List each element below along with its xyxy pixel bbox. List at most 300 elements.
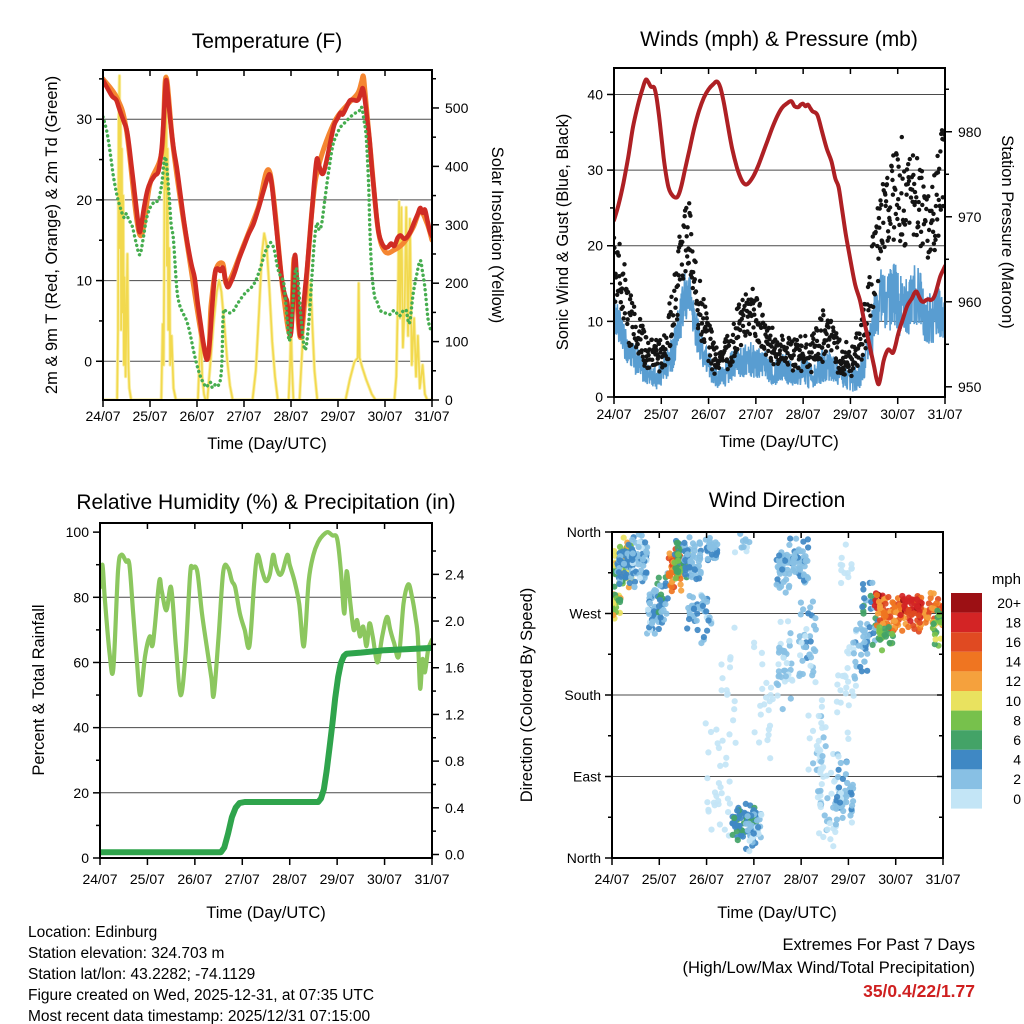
- wind-gusts-dot: [907, 179, 911, 183]
- wind-direction-dot: [782, 678, 788, 684]
- wind-gusts-dot: [826, 344, 830, 348]
- tick-label: 0.4: [445, 799, 465, 816]
- tick-label: 2: [1013, 771, 1021, 788]
- tick-label: 30: [587, 162, 603, 179]
- wind-direction-dot: [819, 697, 825, 703]
- wind-gusts-dot: [768, 334, 772, 338]
- temp-2m-red-series: [103, 80, 432, 360]
- wind-direction-dot: [640, 563, 646, 569]
- wind-gusts-dot: [885, 176, 889, 180]
- wind-direction-dot: [843, 771, 849, 777]
- wind-gusts-dot: [738, 328, 742, 332]
- wind-direction-dot: [886, 624, 892, 630]
- wind-direction-dot: [636, 544, 642, 550]
- wind-gusts-dot: [917, 208, 921, 212]
- tick-label: North: [566, 524, 601, 540]
- tick-label: 12: [1005, 673, 1021, 690]
- wind-gusts-dot: [731, 333, 735, 337]
- wind-gusts-dot: [800, 344, 804, 348]
- wind-gusts-dot: [676, 249, 680, 253]
- tick-label: 4: [1013, 751, 1021, 768]
- wind-gusts-dot: [705, 316, 709, 320]
- wind-direction-dot: [662, 601, 668, 607]
- wind-gusts-dot: [741, 324, 745, 328]
- wind-gusts-dot: [916, 224, 920, 228]
- wind-direction-dot: [708, 729, 714, 735]
- wind-direction-dot: [719, 687, 725, 693]
- wind-gusts-dot: [758, 302, 762, 306]
- tick-label: 29/07: [832, 406, 868, 422]
- wind-direction-dot: [630, 550, 636, 556]
- panel-winds-pressure: [554, 28, 1016, 451]
- wind-direction-dot: [787, 630, 793, 636]
- wind-gusts-dot: [663, 363, 667, 367]
- panel-title: Wind Direction: [708, 489, 846, 512]
- wind-direction-dot: [875, 611, 881, 617]
- wind-gusts-dot: [675, 317, 679, 321]
- plot-area-winds: [587, 68, 981, 422]
- wind-direction-dot: [901, 596, 907, 602]
- wind-gusts-dot: [933, 238, 937, 242]
- x-axis-label: Time (Day/UTC): [207, 435, 327, 453]
- wind-direction-dot: [864, 668, 870, 674]
- wind-gusts-dot: [879, 249, 883, 253]
- tick-label: 28/07: [785, 406, 821, 422]
- wind-gusts-dot: [735, 347, 739, 351]
- wind-direction-dot: [755, 824, 761, 830]
- wind-direction-dot: [852, 659, 858, 665]
- wind-direction-dot: [645, 607, 651, 613]
- wind-gusts-dot: [669, 295, 673, 299]
- y-axis-label-left: 2m & 9m T (Red, Orange) & 2m Td (Green): [43, 75, 61, 395]
- extremes-block: [682, 934, 975, 1003]
- wind-direction-dot: [819, 704, 825, 710]
- wind-gusts-dot: [866, 308, 870, 312]
- wind-gusts-dot: [784, 356, 788, 360]
- wind-gusts-dot: [907, 221, 911, 225]
- wind-direction-dot: [705, 749, 711, 755]
- wind-gusts-dot: [672, 289, 676, 293]
- wind-gusts-dot: [676, 283, 680, 287]
- wind-direction-dot: [856, 643, 862, 649]
- tick-label: 6: [1013, 732, 1021, 748]
- wind-direction-dot: [843, 690, 849, 696]
- wind-direction-dot: [820, 764, 826, 770]
- wind-direction-dot: [849, 565, 855, 571]
- tick-label: 970: [958, 208, 982, 225]
- tick-label: 500: [445, 99, 469, 116]
- wind-gusts-dot: [672, 322, 676, 326]
- tick-label: 400: [445, 158, 469, 175]
- extremes-subtitle: (High/Low/Max Wind/Total Precipitation): [682, 959, 975, 977]
- wind-gusts-dot: [933, 248, 937, 252]
- wind-gusts-dot: [683, 269, 687, 273]
- wind-direction-dot: [849, 819, 855, 825]
- wind-gusts-dot: [771, 362, 775, 366]
- tick-label: 20+: [997, 594, 1021, 611]
- wind-direction-dot: [834, 699, 840, 705]
- wind-gusts-dot: [687, 261, 691, 265]
- wind-direction-dot: [621, 561, 627, 567]
- tick-label: 100: [65, 524, 89, 541]
- wind-gusts-dot: [909, 195, 913, 199]
- wind-gusts-dot: [615, 293, 619, 297]
- tick-label: 28/07: [273, 408, 309, 424]
- wind-direction-dot: [621, 535, 627, 541]
- wind-gusts-dot: [844, 340, 848, 344]
- colorbar-swatch: [951, 789, 982, 809]
- wind-direction-dot: [704, 599, 710, 605]
- wind-direction-dot: [719, 790, 725, 796]
- wind-direction-dot: [862, 639, 868, 645]
- wind-direction-dot: [836, 767, 842, 773]
- wind-gusts-dot: [820, 360, 824, 364]
- wind-direction-dot: [834, 709, 840, 715]
- wind-gusts-dot: [913, 190, 917, 194]
- wind-direction-dot: [712, 545, 718, 551]
- wind-gusts-dot: [786, 362, 790, 366]
- wind-direction-dot: [837, 687, 843, 693]
- solar-insolation-echo: [103, 76, 432, 400]
- footer-elevation: Station elevation: 324.703 m: [28, 945, 225, 962]
- wind-gusts-dot: [935, 217, 939, 221]
- wind-gusts-dot: [878, 206, 882, 210]
- wind-gusts-dot: [621, 316, 625, 320]
- wind-direction-dot: [837, 800, 843, 806]
- wind-direction-dot: [719, 675, 725, 681]
- wind-direction-dot: [858, 652, 864, 658]
- tick-label: 29/07: [320, 408, 356, 424]
- wind-direction-dot: [763, 694, 769, 700]
- wind-gusts-dot: [892, 225, 896, 229]
- tick-label: 950: [958, 378, 982, 395]
- wind-gusts-dot: [931, 230, 935, 234]
- wind-gusts-dot: [764, 353, 768, 357]
- tick-label: 8: [1013, 712, 1021, 729]
- wind-gusts-dot: [935, 154, 939, 158]
- wind-direction-dot: [860, 586, 866, 592]
- wind-direction-dot: [840, 815, 846, 821]
- wind-direction-dot: [802, 633, 808, 639]
- wind-direction-dot: [757, 703, 763, 709]
- wind-gusts-dot: [691, 270, 695, 274]
- wind-gusts-dot: [911, 153, 915, 157]
- wind-direction-dot: [867, 624, 873, 630]
- wind-gusts-dot: [755, 297, 759, 301]
- wind-direction-dot: [759, 661, 765, 667]
- wind-gusts-dot: [664, 336, 668, 340]
- tick-label: 31/07: [414, 871, 450, 887]
- wind-gusts-dot: [812, 331, 816, 335]
- panel-title: Winds (mph) & Pressure (mb): [640, 28, 918, 51]
- wind-gusts-dot: [654, 348, 658, 352]
- wind-direction-dot: [694, 618, 700, 624]
- tick-label: 24/07: [594, 871, 630, 887]
- wind-direction-dot: [839, 555, 845, 561]
- wind-direction-dot: [758, 812, 764, 818]
- wind-direction-dot: [806, 652, 812, 658]
- wind-gusts-dot: [899, 191, 903, 195]
- wind-gusts-dot: [658, 338, 662, 342]
- wind-gusts-dot: [834, 331, 838, 335]
- wind-direction-dot: [819, 781, 825, 787]
- wind-direction-dot: [925, 615, 931, 621]
- wind-direction-dot: [830, 843, 836, 849]
- wind-gusts-dot: [890, 178, 894, 182]
- wind-gusts-dot: [824, 349, 828, 353]
- wind-direction-dot: [889, 631, 895, 637]
- wind-gusts-dot: [876, 257, 880, 261]
- wind-direction-dot: [723, 762, 729, 768]
- wind-gusts-dot: [858, 337, 862, 341]
- wind-direction-dot: [883, 634, 889, 640]
- panel-wind-direction: [518, 489, 1021, 922]
- wind-direction-dot: [697, 539, 703, 545]
- wind-gusts-dot: [753, 334, 757, 338]
- tick-label: West: [569, 605, 601, 622]
- wind-direction-dot: [818, 759, 824, 765]
- wind-direction-dot: [928, 590, 934, 596]
- wind-direction-dot: [779, 566, 785, 572]
- wind-gusts-dot: [888, 222, 892, 226]
- wind-gusts-dot: [744, 292, 748, 296]
- wind-gusts-dot: [935, 193, 939, 197]
- wind-direction-dot: [823, 743, 829, 749]
- extremes-title: Extremes For Past 7 Days: [782, 936, 975, 954]
- wind-gusts-dot: [736, 335, 740, 339]
- tick-label: 20: [73, 784, 89, 801]
- wind-direction-dot: [810, 760, 816, 766]
- wind-gusts-dot: [896, 165, 900, 169]
- tick-label: 25/07: [129, 871, 165, 887]
- x-axis-label: Time (Day/UTC): [206, 904, 326, 922]
- wind-gusts-dot: [785, 346, 789, 350]
- wind-direction-dot: [885, 594, 891, 600]
- wind-direction-dot: [800, 671, 806, 677]
- wind-direction-dot: [796, 565, 802, 571]
- wind-direction-dot: [658, 592, 664, 598]
- wind-gusts-dot: [893, 188, 897, 192]
- wind-gusts-dot: [642, 329, 646, 333]
- y-axis-label-right: Station Pressure (Maroon): [998, 135, 1016, 329]
- wind-direction-dot: [730, 717, 736, 723]
- wind-gusts-dot: [890, 169, 894, 173]
- wind-direction-dot: [838, 760, 844, 766]
- wind-gusts-dot: [761, 313, 765, 317]
- wind-gusts-dot: [791, 368, 795, 372]
- wind-direction-dot: [835, 753, 841, 759]
- wind-direction-dot: [933, 636, 939, 642]
- station-footer: [28, 922, 374, 1024]
- wind-direction-dot: [705, 617, 711, 623]
- wind-gusts-dot: [688, 214, 692, 218]
- wind-direction-dot: [764, 737, 770, 743]
- wind-direction-dot: [656, 626, 662, 632]
- wind-gusts-dot: [685, 225, 689, 229]
- wind-direction-dot: [746, 539, 752, 545]
- wind-direction-dot: [812, 615, 818, 621]
- wind-gusts-dot: [710, 367, 714, 371]
- wind-gusts-dot: [821, 308, 825, 312]
- wind-direction-dot: [682, 571, 688, 577]
- wind-gusts-dot: [886, 229, 890, 233]
- wind-direction-dot: [734, 808, 740, 814]
- wind-direction-dot: [849, 803, 855, 809]
- wind-gusts-dot: [763, 323, 767, 327]
- wind-gusts-dot: [920, 203, 924, 207]
- wind-direction-dot: [813, 626, 819, 632]
- wind-gusts-dot: [908, 157, 912, 161]
- y-axis-label-left: Direction (Colored By Speed): [518, 587, 536, 803]
- wind-gusts-dot: [693, 277, 697, 281]
- wind-gusts-dot: [824, 332, 828, 336]
- wind-direction-dot: [678, 588, 684, 594]
- wind-gusts-dot: [884, 204, 888, 208]
- wind-gusts-dot: [896, 157, 900, 161]
- wind-direction-dot: [647, 600, 653, 606]
- wind-gusts-dot: [810, 350, 814, 354]
- wind-direction-dot: [691, 606, 697, 612]
- wind-direction-dot: [722, 827, 728, 833]
- wind-direction-dot: [817, 802, 823, 808]
- wind-direction-dot: [706, 808, 712, 814]
- wind-gusts-dot: [923, 219, 927, 223]
- tick-label: 31/07: [414, 408, 450, 424]
- wind-direction-dot: [732, 822, 738, 828]
- wind-direction-dot: [704, 628, 710, 634]
- colorbar-title: mph: [991, 571, 1021, 588]
- wind-direction-dot: [834, 794, 840, 800]
- wind-direction-dot: [803, 644, 809, 650]
- wind-gusts-dot: [778, 348, 782, 352]
- wind-gusts-dot: [623, 278, 627, 282]
- colorbar-swatch: [951, 750, 982, 770]
- wind-direction-dot: [791, 552, 797, 558]
- wind-direction-dot: [850, 640, 856, 646]
- wind-direction-dot: [707, 535, 713, 541]
- tick-label: 30/07: [880, 406, 916, 422]
- wind-direction-dot: [720, 738, 726, 744]
- wind-direction-dot: [803, 626, 809, 632]
- wind-gusts-dot: [646, 353, 650, 357]
- wind-gusts-dot: [904, 218, 908, 222]
- panel-temperature: [43, 30, 506, 453]
- tick-label: 24/07: [82, 871, 118, 887]
- wind-direction-dot: [684, 625, 690, 631]
- wind-gusts-dot: [646, 341, 650, 345]
- plot-area-humidity: [66, 523, 465, 887]
- wind-gusts-dot: [867, 275, 871, 279]
- wind-gusts-dot: [725, 334, 729, 338]
- wind-direction-dot: [874, 592, 880, 598]
- wind-gusts-dot: [900, 135, 904, 139]
- wind-direction-dot: [658, 614, 664, 620]
- wind-direction-dot: [690, 540, 696, 546]
- wind-gusts-dot: [666, 357, 670, 361]
- wind-direction-dot: [811, 646, 817, 652]
- wind-direction-dot: [844, 759, 850, 765]
- wind-gusts-dot: [712, 372, 716, 376]
- wind-direction-dot: [751, 644, 757, 650]
- wind-gusts-dot: [704, 311, 708, 315]
- wind-direction-dot: [817, 788, 823, 794]
- wind-gusts-dot: [671, 313, 675, 317]
- tick-label: 27/07: [738, 406, 774, 422]
- wind-gusts-dot: [770, 326, 774, 330]
- wind-direction-dot: [845, 730, 851, 736]
- x-axis-label: Time (Day/UTC): [717, 904, 837, 922]
- wind-gusts-dot: [891, 193, 895, 197]
- wind-direction-dot: [741, 544, 747, 550]
- wind-gusts-dot: [752, 313, 756, 317]
- wind-direction-dot: [806, 767, 812, 773]
- wind-direction-dot: [746, 848, 752, 854]
- wind-gusts-dot: [829, 319, 833, 323]
- tick-label: 28/07: [783, 871, 819, 887]
- wind-gusts-dot: [634, 325, 638, 329]
- tick-label: 2.0: [445, 613, 465, 630]
- wind-direction-dot: [798, 611, 804, 617]
- wind-gusts-dot: [739, 343, 743, 347]
- wind-direction-dot: [828, 770, 834, 776]
- tick-label: 24/07: [85, 408, 121, 424]
- wind-direction-dot: [846, 702, 852, 708]
- wind-direction-dot: [640, 556, 646, 562]
- wind-direction-dot: [793, 536, 799, 542]
- colorbar-swatch: [951, 730, 982, 750]
- wind-gusts-dot: [714, 345, 718, 349]
- wind-gusts-dot: [921, 184, 925, 188]
- wind-gusts-dot: [821, 313, 825, 317]
- wind-direction-dot: [849, 688, 855, 694]
- wind-gusts-dot: [747, 322, 751, 326]
- wind-gusts-dot: [781, 338, 785, 342]
- wind-gusts-dot: [710, 329, 714, 333]
- wind-direction-dot: [810, 599, 816, 605]
- wind-gusts-dot: [920, 169, 924, 173]
- wind-gusts-dot: [674, 297, 678, 301]
- wind-gusts-dot: [894, 152, 898, 156]
- wind-direction-dot: [776, 552, 782, 558]
- wind-direction-dot: [784, 660, 790, 666]
- wind-gusts-dot: [647, 366, 651, 370]
- wind-gusts-dot: [632, 312, 636, 316]
- panel-title: Temperature (F): [191, 30, 343, 53]
- wind-gusts-dot: [863, 346, 867, 350]
- wind-direction-dot: [774, 582, 780, 588]
- wind-gusts-dot: [680, 240, 684, 244]
- wind-gusts-dot: [869, 282, 873, 286]
- wind-direction-dot: [851, 673, 857, 679]
- wind-direction-dot: [859, 604, 865, 610]
- tick-label: 960: [958, 293, 982, 310]
- wind-gusts-dot: [685, 234, 689, 238]
- wind-gusts-dot: [854, 336, 858, 340]
- wind-gusts-dot: [663, 347, 667, 351]
- wind-direction-dot: [781, 655, 787, 661]
- wind-gusts-dot: [625, 322, 629, 326]
- y-axis-label-left: Sonic Wind & Gust (Blue, Black): [554, 113, 572, 351]
- wind-gusts-dot: [871, 305, 875, 309]
- wind-gusts-dot: [803, 334, 807, 338]
- wind-direction-dot: [898, 612, 904, 618]
- wind-direction-dot: [845, 665, 851, 671]
- wind-direction-dot: [774, 693, 780, 699]
- wind-direction-dot: [657, 582, 663, 588]
- wind-direction-dot: [787, 536, 793, 542]
- wind-gusts-dot: [712, 340, 716, 344]
- wind-direction-dot: [783, 590, 789, 596]
